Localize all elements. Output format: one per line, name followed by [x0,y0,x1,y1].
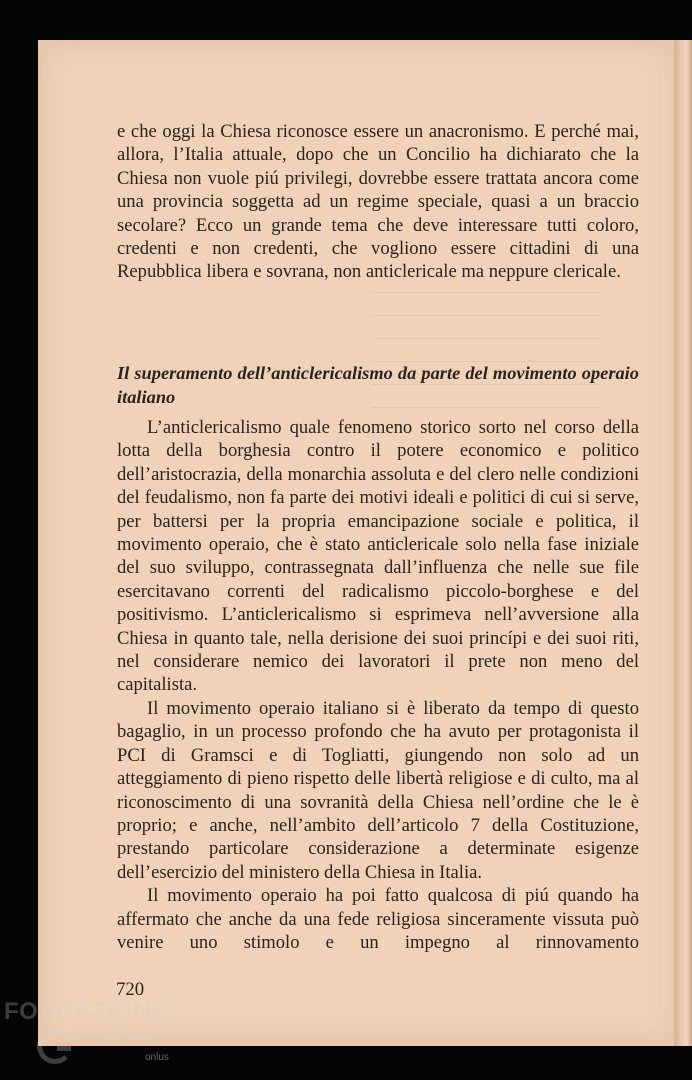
paragraph-religious-faith: Il movimento operaio ha poi fatto qualcosa di piú quando ha affermato che anche da una fede religiosa sinceramente vissuta può venire uno stimolo e un impegno al rinnovamento [117,885,639,953]
paragraph-workers-movement: Il movimento operaio italiano si è liberato da tempo di questo bagaglio, in un processo profondo che ha avuto per protagonista il PCI di Gramsci e di Togliatti, giungendo non solo ad un atteggiamento di pieno rispetto delle libertà religiose e di culto, ma al riconoscimento di una sovranità della Chiesa nell’ordine che le è proprio; e anche, nell’ambito dell’articolo 7 della Costituzione, prestando particolare considerazione a determinate esigenze dell’esercizio del ministero della Chiesa in Italia. [117,697,639,883]
section-title: Il superamento dell’anticlericalismo da parte del movimento operaio italiano [117,363,639,407]
page-number: 720 [116,979,145,1000]
paragraph-anticlericalism: L’anticlericalismo quale fenomeno storico sorto nel corso della lotta della borghesia contro il potere economico e politico dell’aristocrazia, della monarchia assoluta e del clero nelle condizioni del feudalismo, non fa parte dei motivi ideali e politici di cui si serve, per battersi per la propria emancipazione sociale e politica, il movimento operaio, che è stato anticlericale solo nella fase iniziale del suo sviluppo, contrassegnata dall’influenza che nelle sue file esercitavano correnti del radicalismo piccolo-borghese e del positivismo. L’anticlericalismo si esprimeva nell’avversione alla Chiesa in quanto tale, nella derisione dei suoi princípi e dei suoi riti, nel considerare nemico dei lavoratori il prete non meno del capitalista. [117,417,639,696]
watermark-line-2: RAMSCI [70,1027,158,1050]
main-text-block [117,416,639,954]
opening-paragraph: e che oggi la Chiesa riconosce essere un anacronismo. E perché mai, allora, l’Italia attuale, dopo che un Concilio ha dichiarato che la Chiesa non vuole piú privilegi, dovrebbe essere trattata ancora come una provincia soggetta ad un regime speciale, quasi a un braccio secolare? Ecco un grande tema che deve interessare tutti coloro, credenti e non credenti, che vogliono essere cittadini di una Repubblica libera e sovrana, non anticlericale ma neppure clericale. [117,121,639,283]
page-fold [674,40,692,1046]
watermark-onlus: onlus [145,1052,169,1063]
book-page [42,44,674,1040]
watermark-line-1: FONDAZIONE [4,998,168,1025]
opening-text-block [117,120,639,284]
